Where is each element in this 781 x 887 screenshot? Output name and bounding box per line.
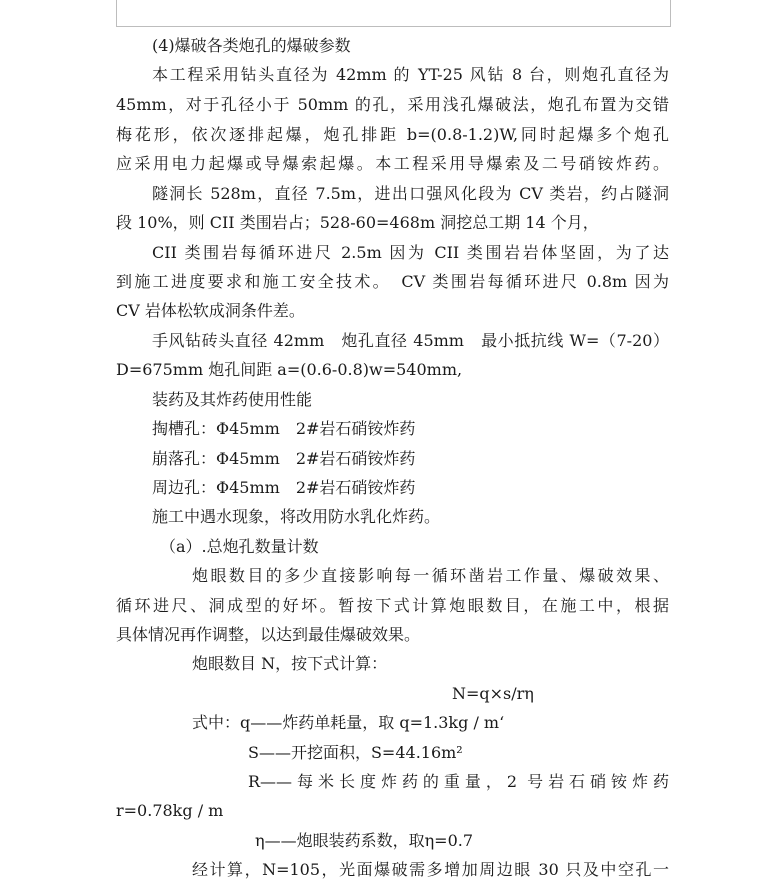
paragraph-line: 循环进尺、洞成型的好坏。暂按下式计算炮眼数目，在施工中，根据 (116, 596, 669, 615)
charge-item: 掏槽孔：Φ45mm 2#岩石硝铵炸药 (152, 419, 416, 438)
section-heading: （a）.总炮孔数量计数 (160, 537, 319, 556)
paragraph-line: 施工中遇水现象，将改用防水乳化炸药。 (152, 507, 441, 526)
formula-legend: S——开挖面积，S=44.16m² (248, 743, 463, 762)
paragraph-line: 炮眼数目 N，按下式计算： (192, 654, 388, 673)
charge-item: 崩落孔：Φ45mm 2#岩石硝铵炸药 (152, 449, 416, 468)
paragraph-line: 应采用电力起爆或导爆索起爆。本工程采用导爆索及二号硝铵炸药。 (116, 154, 669, 173)
paragraph-line: 梅花形，依次逐排起爆，炮孔排距 b=(0.8-1.2)W,同时起爆多个炮孔 (116, 125, 669, 144)
paragraph-line: 经计算，N=105，光面爆破需多增加周边眼 30 只及中空孔一 (192, 860, 669, 879)
paragraph-line: CV 岩体松软成洞条件差。 (116, 301, 305, 320)
paragraph-line: 炮眼数目的多少直接影响每一循环凿岩工作量、爆破效果、 (192, 566, 669, 585)
paragraph-line: 45mm，对于孔径小于 50mm 的孔，采用浅孔爆破法，炮孔布置为交错 (116, 95, 669, 114)
section-heading: (4)爆破各类炮孔的爆破参数 (152, 36, 351, 55)
subheading: 装药及其炸药使用性能 (152, 390, 313, 409)
formula-legend: η——炮眼装药系数，取η=0.7 (255, 831, 474, 850)
paragraph-line: D=675mm 炮孔间距 a=(0.6-0.8)w=540mm, (116, 360, 463, 379)
paragraph-line: 到施工进度要求和施工安全技术。 CV 类围岩每循环进尺 0.8m 因为 (116, 272, 669, 291)
charge-item: 周边孔：Φ45mm 2#岩石硝铵炸药 (152, 478, 416, 497)
formula-legend: R——每米长度炸药的重量，2 号岩石硝铵炸药 (248, 772, 669, 791)
paragraph-line: CII 类围岩每循环进尺 2.5m 因为 CII 类围岩岩体坚固，为了达 (152, 243, 669, 262)
formula: N=q×s/rη (452, 684, 534, 703)
paragraph-line: 段 10%，则 CII 类围岩占；528-60=468m 洞挖总工期 14 个月， (116, 213, 599, 232)
paragraph-line: 手风钻砖头直径 42mm 炮孔直径 45mm 最小抵抗线 W=（7-20） (152, 331, 669, 350)
paragraph-line: 本工程采用钻头直径为 42mm 的 YT-25 风钻 8 台，则炮孔直径为 (152, 65, 669, 84)
formula-legend: 式中：q——炸药单耗量，取 q=1.3kg / m‘ (192, 713, 505, 732)
paragraph-line: 具体情况再作调整，以达到最佳爆破效果。 (116, 625, 421, 644)
paragraph-line: 隧洞长 528m，直径 7.5m，进出口强风化段为 CV 类岩，约占隧洞 (152, 184, 669, 203)
page-border (116, 0, 671, 27)
formula-legend: r=0.78kg / m (116, 801, 224, 820)
